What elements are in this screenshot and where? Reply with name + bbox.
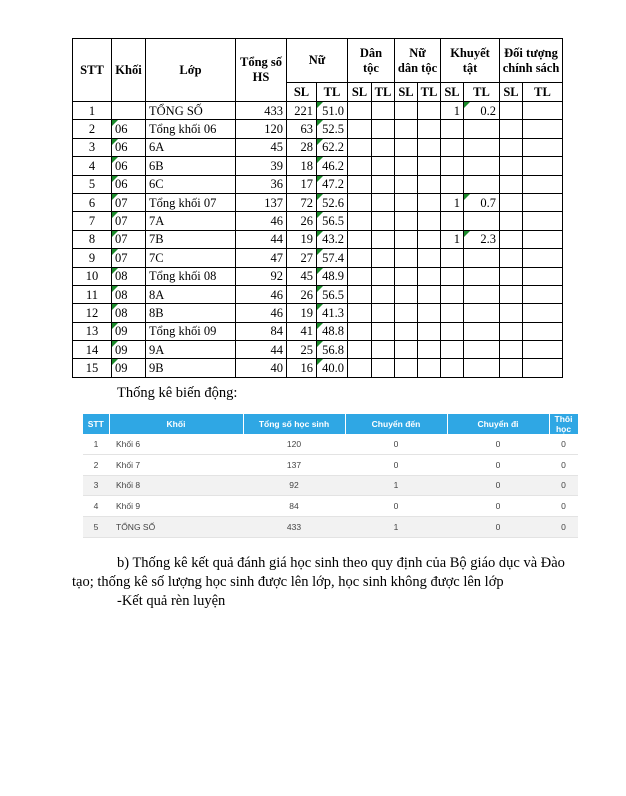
table2-cell: 5 <box>83 517 109 538</box>
table2-cell: 433 <box>243 517 345 538</box>
cell-tong: 46 <box>236 212 287 230</box>
cell-nu-tl: 56.8 <box>317 341 348 359</box>
cell-dan-toc-sl <box>348 193 372 211</box>
cell-khoi: 07 <box>112 249 146 267</box>
cell-dan-toc-sl <box>348 267 372 285</box>
paragraph-b-line2: tạo; thống kê số lượng học sinh được lên lớp, học sinh không được lên lớp <box>72 574 504 590</box>
cell-nu-sl: 28 <box>287 138 317 156</box>
cell-dan-toc-sl <box>348 322 372 340</box>
table2-cell: Khối 9 <box>109 496 243 517</box>
header-khoi: Khối <box>112 39 146 102</box>
cell-tong: 36 <box>236 175 287 193</box>
cell-chinh-sach-sl <box>500 304 523 322</box>
cell-khuyet-tat-tl <box>464 322 500 340</box>
cell-nu-tl: 52.5 <box>317 120 348 138</box>
cell-nu-dan-toc-tl <box>418 193 441 211</box>
table2-cell: 3 <box>83 475 109 496</box>
cell-khuyet-tat-sl <box>441 359 464 377</box>
cell-tong: 46 <box>236 285 287 303</box>
table2-cell: 0 <box>549 496 578 517</box>
cell-chinh-sach-tl <box>523 212 563 230</box>
table2-cell: 92 <box>243 475 345 496</box>
cell-khuyet-tat-sl <box>441 322 464 340</box>
cell-dan-toc-tl <box>372 267 395 285</box>
table2-cell: 1 <box>345 517 447 538</box>
cell-khoi: 07 <box>112 193 146 211</box>
header-khuyet-tat: Khuyết tật <box>441 39 500 83</box>
table-row <box>73 249 563 267</box>
cell-nu-sl: 25 <box>287 341 317 359</box>
table-row <box>73 341 563 359</box>
cell-nu-dan-toc-sl <box>395 120 418 138</box>
table2-cell: 0 <box>549 475 578 496</box>
cell-chinh-sach-tl <box>523 267 563 285</box>
cell-nu-dan-toc-sl <box>395 157 418 175</box>
cell-nu-sl: 18 <box>287 157 317 175</box>
cell-tong: 46 <box>236 304 287 322</box>
subheader-sl: SL <box>500 83 523 102</box>
cell-chinh-sach-tl <box>523 322 563 340</box>
table2-row <box>83 517 578 538</box>
cell-stt: 8 <box>73 230 112 248</box>
cell-khuyet-tat-tl: 2.3 <box>464 230 500 248</box>
cell-chinh-sach-sl <box>500 249 523 267</box>
cell-nu-dan-toc-tl <box>418 120 441 138</box>
cell-stt: 4 <box>73 157 112 175</box>
table-row <box>73 230 563 248</box>
table2-cell: TỔNG SỐ <box>109 517 243 538</box>
table-row <box>73 212 563 230</box>
cell-nu-dan-toc-sl <box>395 212 418 230</box>
subheader-sl: SL <box>441 83 464 102</box>
table2-row <box>83 454 578 475</box>
table2-cell: 120 <box>243 434 345 454</box>
cell-dan-toc-tl <box>372 175 395 193</box>
cell-khoi: 07 <box>112 212 146 230</box>
table2-cell: 0 <box>447 454 549 475</box>
cell-nu-tl: 62.2 <box>317 138 348 156</box>
cell-chinh-sach-sl <box>500 341 523 359</box>
cell-lop: 9A <box>146 341 236 359</box>
cell-khoi: 08 <box>112 304 146 322</box>
cell-tong: 44 <box>236 230 287 248</box>
cell-khuyet-tat-tl <box>464 157 500 175</box>
cell-khoi: 09 <box>112 322 146 340</box>
cell-dan-toc-sl <box>348 304 372 322</box>
cell-nu-dan-toc-sl <box>395 230 418 248</box>
cell-nu-tl: 43.2 <box>317 230 348 248</box>
cell-tong: 39 <box>236 157 287 175</box>
cell-nu-dan-toc-tl <box>418 102 441 120</box>
table2-header-row <box>83 414 578 434</box>
cell-nu-tl: 52.6 <box>317 193 348 211</box>
table2-cell: 0 <box>345 496 447 517</box>
table2-header-4: Chuyển đi <box>447 414 549 434</box>
cell-khuyet-tat-tl <box>464 249 500 267</box>
cell-nu-sl: 45 <box>287 267 317 285</box>
cell-nu-dan-toc-sl <box>395 193 418 211</box>
cell-stt: 2 <box>73 120 112 138</box>
cell-nu-dan-toc-sl <box>395 175 418 193</box>
cell-nu-dan-toc-tl <box>418 341 441 359</box>
cell-chinh-sach-tl <box>523 341 563 359</box>
cell-nu-sl: 72 <box>287 193 317 211</box>
table2-header-1: Khối <box>109 414 243 434</box>
table-row <box>73 267 563 285</box>
cell-khuyet-tat-tl: 0.7 <box>464 193 500 211</box>
cell-khoi: 06 <box>112 138 146 156</box>
table-row <box>73 102 563 120</box>
cell-chinh-sach-sl <box>500 230 523 248</box>
cell-dan-toc-sl <box>348 120 372 138</box>
cell-khoi <box>112 102 146 120</box>
cell-stt: 10 <box>73 267 112 285</box>
cell-chinh-sach-sl <box>500 175 523 193</box>
subheader-tl: TL <box>523 83 563 102</box>
cell-nu-tl: 56.5 <box>317 212 348 230</box>
cell-lop: Tổng khối 06 <box>146 120 236 138</box>
cell-tong: 44 <box>236 341 287 359</box>
cell-chinh-sach-sl <box>500 138 523 156</box>
cell-dan-toc-sl <box>348 285 372 303</box>
cell-nu-dan-toc-sl <box>395 359 418 377</box>
table2-cell: 4 <box>83 496 109 517</box>
cell-nu-sl: 26 <box>287 285 317 303</box>
table2-cell: 0 <box>345 434 447 454</box>
cell-khoi: 08 <box>112 267 146 285</box>
cell-khuyet-tat-sl <box>441 138 464 156</box>
cell-nu-dan-toc-sl <box>395 249 418 267</box>
cell-nu-dan-toc-tl <box>418 138 441 156</box>
cell-nu-dan-toc-sl <box>395 322 418 340</box>
table2-header-5: Thôi học <box>549 414 578 434</box>
table2-row <box>83 496 578 517</box>
cell-stt: 7 <box>73 212 112 230</box>
cell-nu-dan-toc-sl <box>395 341 418 359</box>
header-lop: Lớp <box>146 39 236 102</box>
cell-khuyet-tat-tl <box>464 359 500 377</box>
table2-cell: 0 <box>549 454 578 475</box>
cell-nu-dan-toc-sl <box>395 285 418 303</box>
cell-khoi: 09 <box>112 341 146 359</box>
subheader-tl: TL <box>418 83 441 102</box>
table2-header-2: Tổng số học sinh <box>243 414 345 434</box>
cell-nu-sl: 19 <box>287 230 317 248</box>
cell-stt: 5 <box>73 175 112 193</box>
table-row <box>73 120 563 138</box>
table2-cell: 0 <box>447 496 549 517</box>
cell-lop: 7B <box>146 230 236 248</box>
table-row <box>73 157 563 175</box>
table2-cell: 2 <box>83 454 109 475</box>
cell-stt: 9 <box>73 249 112 267</box>
cell-nu-dan-toc-sl <box>395 304 418 322</box>
cell-dan-toc-sl <box>348 249 372 267</box>
cell-lop: Tổng khối 08 <box>146 267 236 285</box>
cell-dan-toc-tl <box>372 138 395 156</box>
cell-stt: 14 <box>73 341 112 359</box>
table-row <box>73 175 563 193</box>
cell-dan-toc-tl <box>372 102 395 120</box>
cell-dan-toc-tl <box>372 322 395 340</box>
cell-nu-sl: 41 <box>287 322 317 340</box>
cell-lop: 7A <box>146 212 236 230</box>
cell-nu-tl: 57.4 <box>317 249 348 267</box>
cell-khoi: 06 <box>112 175 146 193</box>
cell-nu-sl: 19 <box>287 304 317 322</box>
cell-stt: 15 <box>73 359 112 377</box>
cell-nu-dan-toc-tl <box>418 212 441 230</box>
table2-cell: 0 <box>447 434 549 454</box>
cell-chinh-sach-sl <box>500 157 523 175</box>
cell-tong: 47 <box>236 249 287 267</box>
cell-khuyet-tat-tl <box>464 285 500 303</box>
cell-stt: 11 <box>73 285 112 303</box>
cell-dan-toc-tl <box>372 120 395 138</box>
cell-nu-dan-toc-tl <box>418 175 441 193</box>
cell-khuyet-tat-sl <box>441 285 464 303</box>
cell-nu-dan-toc-tl <box>418 322 441 340</box>
cell-lop: Tổng khối 07 <box>146 193 236 211</box>
table-row <box>73 285 563 303</box>
cell-chinh-sach-sl <box>500 285 523 303</box>
cell-chinh-sach-tl <box>523 304 563 322</box>
cell-dan-toc-tl <box>372 212 395 230</box>
student-statistics-table <box>72 38 563 378</box>
cell-nu-dan-toc-sl <box>395 102 418 120</box>
cell-dan-toc-tl <box>372 157 395 175</box>
table2-header-3: Chuyển đến <box>345 414 447 434</box>
cell-khoi: 07 <box>112 230 146 248</box>
cell-chinh-sach-tl <box>523 157 563 175</box>
header-nu-dan-toc: Nữ dân tộc <box>395 39 441 83</box>
table-row <box>73 138 563 156</box>
cell-khoi: 08 <box>112 285 146 303</box>
cell-khoi: 06 <box>112 120 146 138</box>
table2-cell: 0 <box>549 434 578 454</box>
subheader-tl: TL <box>464 83 500 102</box>
table2-cell: 0 <box>345 454 447 475</box>
cell-dan-toc-sl <box>348 359 372 377</box>
table2-cell: 0 <box>549 517 578 538</box>
table2-cell: 84 <box>243 496 345 517</box>
cell-khuyet-tat-sl <box>441 304 464 322</box>
cell-nu-dan-toc-tl <box>418 157 441 175</box>
cell-nu-sl: 17 <box>287 175 317 193</box>
cell-dan-toc-tl <box>372 249 395 267</box>
cell-chinh-sach-tl <box>523 249 563 267</box>
cell-nu-tl: 56.5 <box>317 285 348 303</box>
cell-nu-dan-toc-tl <box>418 249 441 267</box>
cell-chinh-sach-sl <box>500 267 523 285</box>
cell-dan-toc-sl <box>348 175 372 193</box>
cell-lop: 8A <box>146 285 236 303</box>
cell-chinh-sach-sl <box>500 322 523 340</box>
cell-khuyet-tat-sl <box>441 120 464 138</box>
table2-cell: Khối 6 <box>109 434 243 454</box>
cell-nu-tl: 48.8 <box>317 322 348 340</box>
cell-dan-toc-sl <box>348 341 372 359</box>
cell-lop: 7C <box>146 249 236 267</box>
subheader-tl: TL <box>372 83 395 102</box>
paragraph-b-line1: b) Thống kê kết quả đánh giá học sinh theo quy định của Bộ giáo dục và Đào <box>117 555 565 571</box>
cell-dan-toc-tl <box>372 359 395 377</box>
table-row <box>73 304 563 322</box>
subheader-sl: SL <box>287 83 317 102</box>
cell-khuyet-tat-sl <box>441 212 464 230</box>
cell-chinh-sach-sl <box>500 193 523 211</box>
table2-cell: 1 <box>83 434 109 454</box>
table2-cell: 0 <box>447 475 549 496</box>
cell-lop: 8B <box>146 304 236 322</box>
cell-tong: 84 <box>236 322 287 340</box>
cell-tong: 45 <box>236 138 287 156</box>
cell-nu-dan-toc-tl <box>418 304 441 322</box>
header-nu: Nữ <box>287 39 348 83</box>
cell-khuyet-tat-sl <box>441 341 464 359</box>
subheader-sl: SL <box>348 83 372 102</box>
cell-chinh-sach-tl <box>523 193 563 211</box>
cell-nu-sl: 63 <box>287 120 317 138</box>
subheader-sl: SL <box>395 83 418 102</box>
table2-cell: 0 <box>447 517 549 538</box>
header-dan-toc: Dân tộc <box>348 39 395 83</box>
cell-tong: 92 <box>236 267 287 285</box>
cell-dan-toc-sl <box>348 138 372 156</box>
cell-khuyet-tat-tl <box>464 304 500 322</box>
table-row <box>73 359 563 377</box>
enrollment-change-table <box>83 414 579 538</box>
cell-nu-dan-toc-tl <box>418 267 441 285</box>
cell-nu-tl: 51.0 <box>317 102 348 120</box>
cell-khuyet-tat-sl: 1 <box>441 193 464 211</box>
subheader-tl: TL <box>317 83 348 102</box>
cell-chinh-sach-sl <box>500 102 523 120</box>
cell-lop: Tổng khối 09 <box>146 322 236 340</box>
cell-nu-dan-toc-sl <box>395 138 418 156</box>
cell-lop: 6A <box>146 138 236 156</box>
cell-khuyet-tat-tl <box>464 212 500 230</box>
table2-header-0: STT <box>83 414 109 434</box>
cell-khuyet-tat-sl <box>441 175 464 193</box>
table-row <box>73 193 563 211</box>
cell-khuyet-tat-tl <box>464 175 500 193</box>
cell-nu-dan-toc-tl <box>418 285 441 303</box>
cell-khuyet-tat-tl <box>464 267 500 285</box>
cell-nu-dan-toc-sl <box>395 267 418 285</box>
cell-lop: TỔNG SỐ <box>146 102 236 120</box>
cell-nu-tl: 40.0 <box>317 359 348 377</box>
cell-nu-tl: 46.2 <box>317 157 348 175</box>
table-row <box>73 322 563 340</box>
cell-stt: 13 <box>73 322 112 340</box>
cell-dan-toc-sl <box>348 102 372 120</box>
table2-cell: Khối 8 <box>109 475 243 496</box>
header-doi-tuong-chinh-sach: Đối tượng chính sách <box>500 39 563 83</box>
cell-khoi: 09 <box>112 359 146 377</box>
cell-nu-tl: 41.3 <box>317 304 348 322</box>
caption-thong-ke-bien-dong: Thống kê biến động: <box>117 385 238 401</box>
paragraph-ket-qua-ren-luyen: -Kết quả rèn luyện <box>117 593 226 609</box>
cell-khuyet-tat-sl: 1 <box>441 230 464 248</box>
cell-khoi: 06 <box>112 157 146 175</box>
header-tong-so-hs: Tổng số HS <box>236 39 287 102</box>
cell-khuyet-tat-tl <box>464 138 500 156</box>
cell-dan-toc-tl <box>372 304 395 322</box>
cell-khuyet-tat-sl <box>441 249 464 267</box>
table2-cell: 1 <box>345 475 447 496</box>
cell-tong: 40 <box>236 359 287 377</box>
cell-chinh-sach-sl <box>500 212 523 230</box>
table2-row <box>83 475 578 496</box>
cell-khuyet-tat-tl: 0.2 <box>464 102 500 120</box>
table2-row <box>83 434 578 454</box>
table2-cell: 137 <box>243 454 345 475</box>
cell-dan-toc-tl <box>372 193 395 211</box>
cell-stt: 6 <box>73 193 112 211</box>
cell-dan-toc-tl <box>372 341 395 359</box>
cell-dan-toc-tl <box>372 285 395 303</box>
cell-nu-tl: 47.2 <box>317 175 348 193</box>
cell-stt: 12 <box>73 304 112 322</box>
cell-dan-toc-sl <box>348 157 372 175</box>
cell-stt: 1 <box>73 102 112 120</box>
cell-chinh-sach-tl <box>523 359 563 377</box>
cell-dan-toc-tl <box>372 230 395 248</box>
cell-nu-dan-toc-tl <box>418 230 441 248</box>
cell-khuyet-tat-tl <box>464 341 500 359</box>
cell-chinh-sach-tl <box>523 230 563 248</box>
cell-chinh-sach-tl <box>523 120 563 138</box>
cell-chinh-sach-sl <box>500 359 523 377</box>
cell-chinh-sach-tl <box>523 285 563 303</box>
cell-tong: 120 <box>236 120 287 138</box>
cell-nu-sl: 16 <box>287 359 317 377</box>
cell-tong: 137 <box>236 193 287 211</box>
cell-dan-toc-sl <box>348 230 372 248</box>
cell-tong: 433 <box>236 102 287 120</box>
cell-lop: 9B <box>146 359 236 377</box>
cell-nu-tl: 48.9 <box>317 267 348 285</box>
cell-khuyet-tat-sl <box>441 267 464 285</box>
cell-stt: 3 <box>73 138 112 156</box>
header-stt: STT <box>73 39 112 102</box>
cell-chinh-sach-tl <box>523 102 563 120</box>
cell-nu-sl: 26 <box>287 212 317 230</box>
cell-khuyet-tat-sl: 1 <box>441 102 464 120</box>
cell-khuyet-tat-tl <box>464 120 500 138</box>
cell-chinh-sach-sl <box>500 120 523 138</box>
cell-chinh-sach-tl <box>523 138 563 156</box>
table2-cell: Khối 7 <box>109 454 243 475</box>
cell-dan-toc-sl <box>348 212 372 230</box>
cell-nu-sl: 221 <box>287 102 317 120</box>
cell-nu-sl: 27 <box>287 249 317 267</box>
cell-chinh-sach-tl <box>523 175 563 193</box>
cell-lop: 6C <box>146 175 236 193</box>
cell-khuyet-tat-sl <box>441 157 464 175</box>
cell-nu-dan-toc-tl <box>418 359 441 377</box>
cell-lop: 6B <box>146 157 236 175</box>
